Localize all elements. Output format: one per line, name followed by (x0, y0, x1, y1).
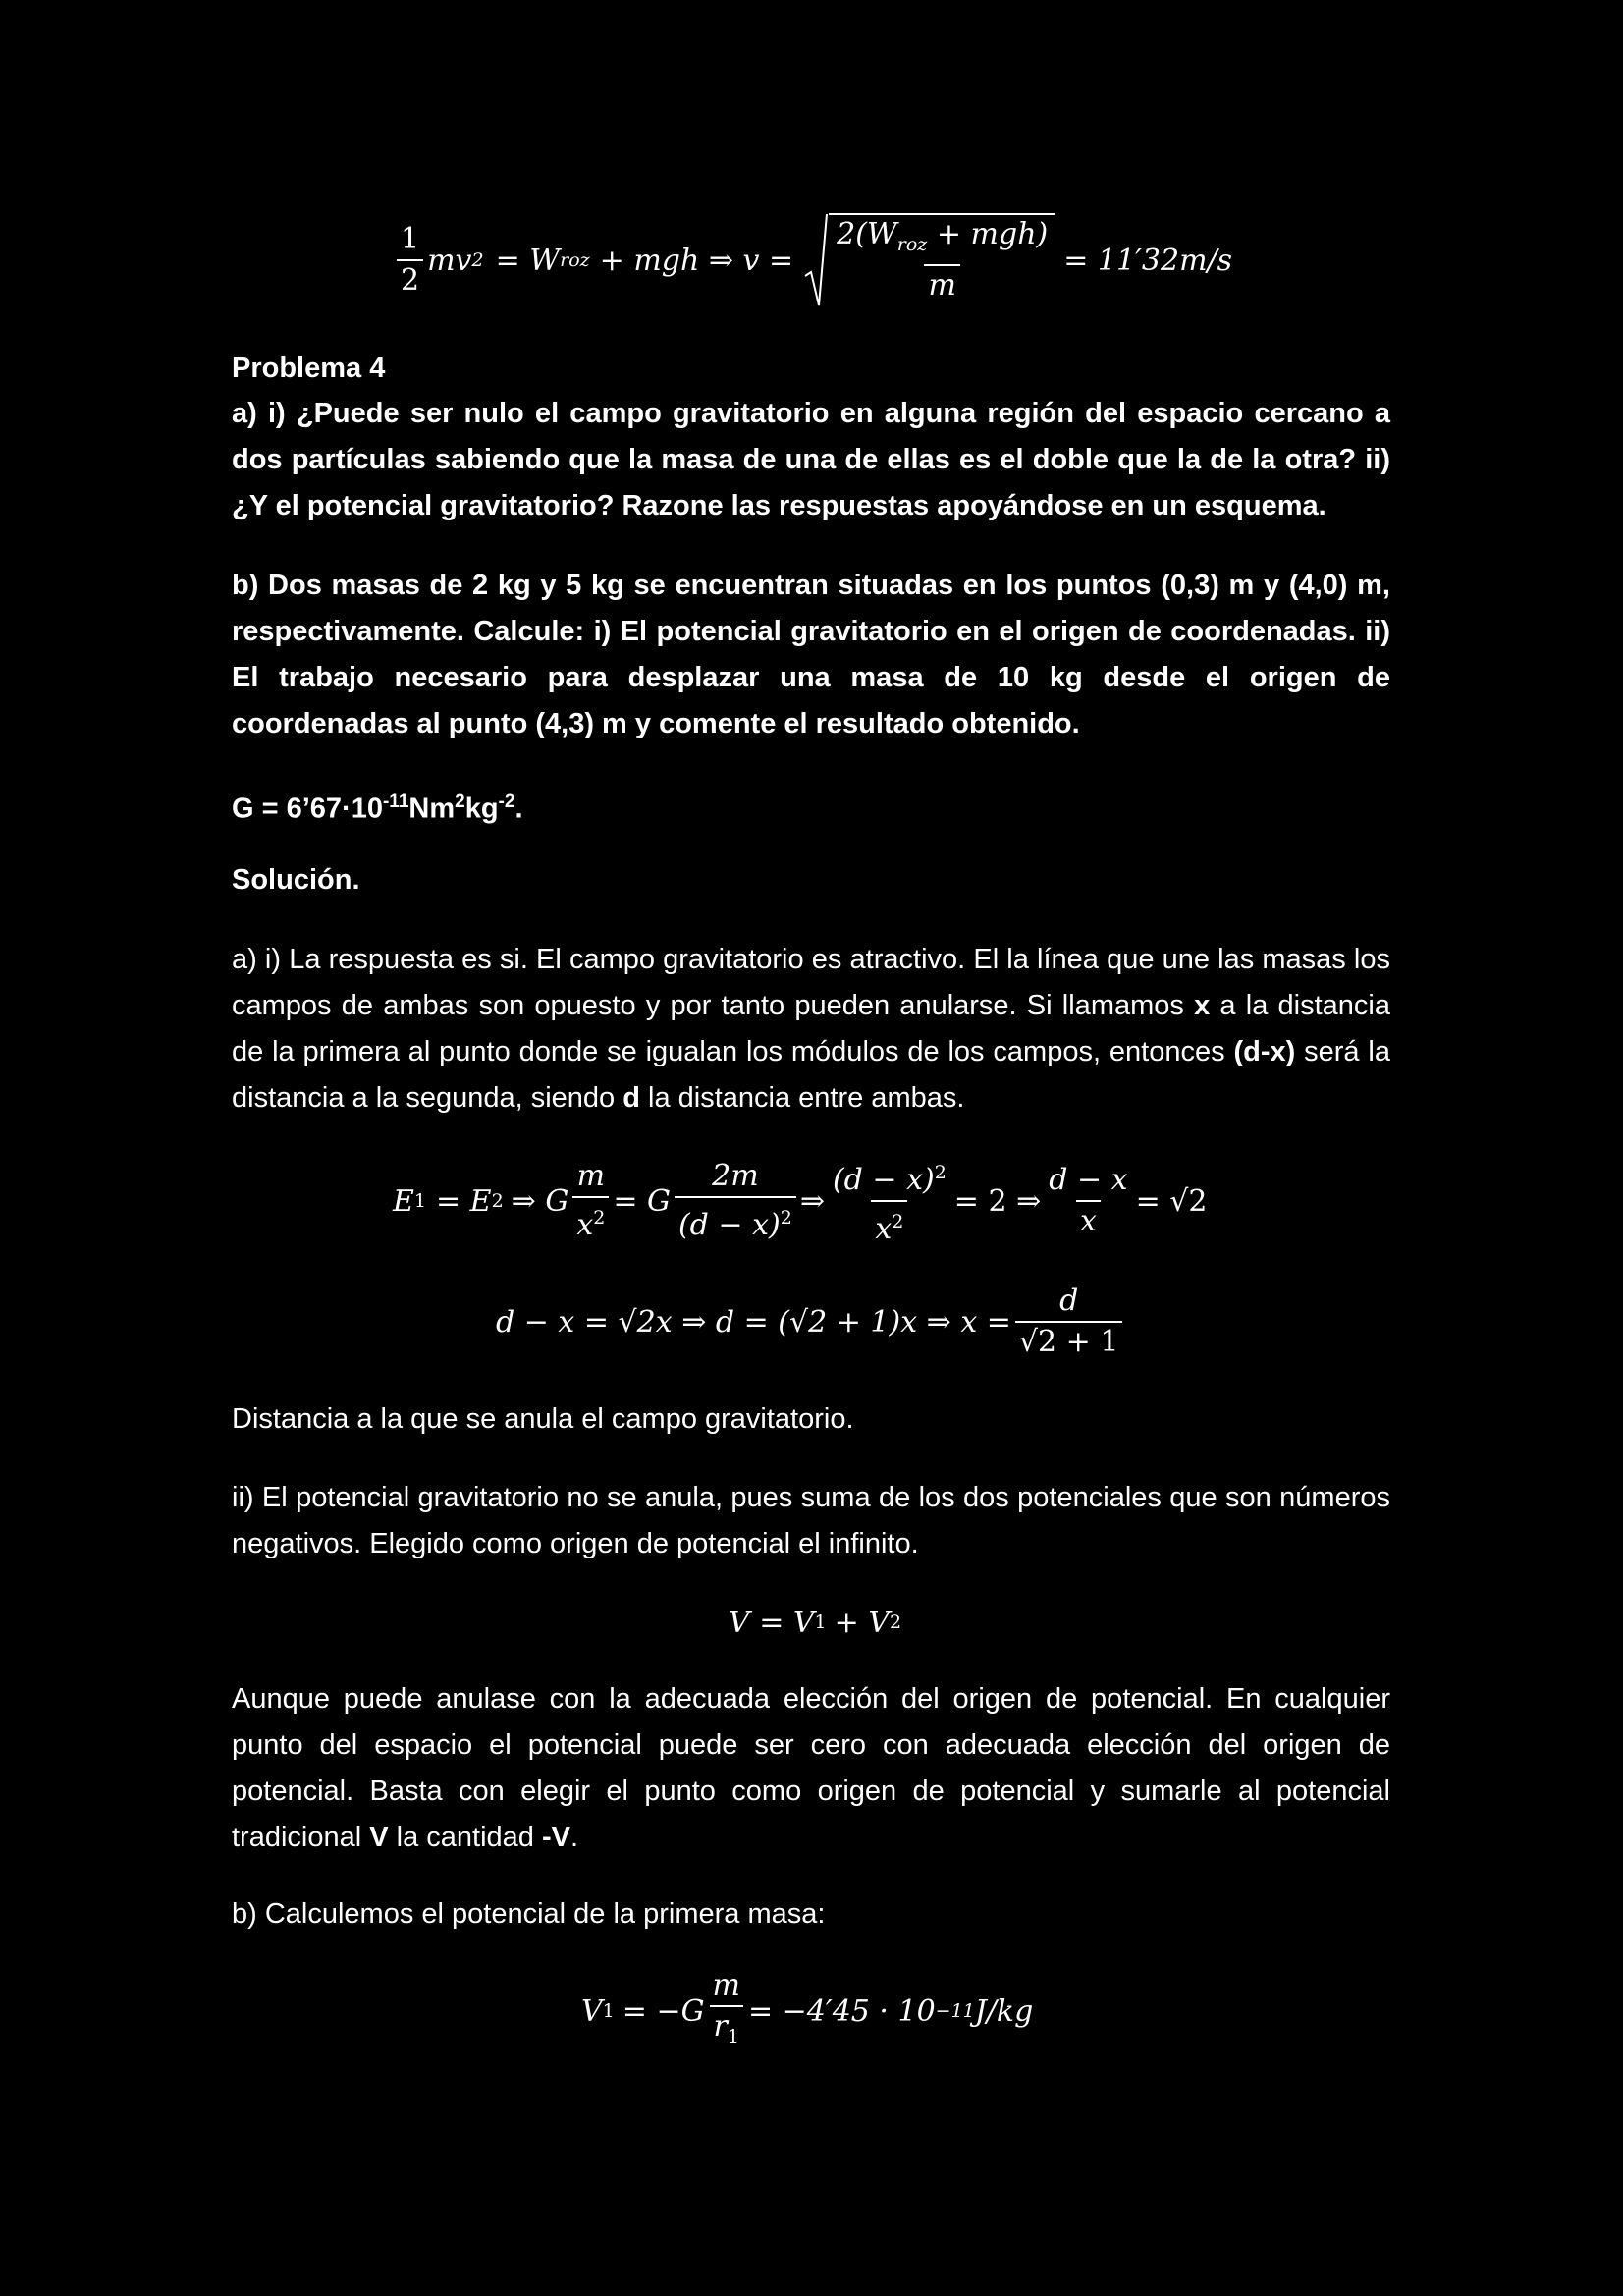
solution-paragraph-4: Aunque puede anulase con la adecuada elección del origen de potencial. En cualquier punto del espacio el potencial puede ser cero con adecuada elección del origen de potencial. Basta con elegir el punto como origen de potencial y sumarle al potencial tradicional V la cantidad -V. (232, 1683, 1390, 1853)
equation-distance: d − x = √2x ⇒ d = (√2 + 1)x ⇒ x = $\frac{d}{√2 + 1}$ (496, 1275, 1126, 1369)
radical-sign-icon (803, 213, 829, 307)
equation-total-potential: V = V 1 + V 2 (729, 1605, 902, 1640)
equation-first-potential: V 1 = −G $\frac{m}{r_1}$ = −4′45 · 10 −11 J/kg (581, 1964, 1033, 2058)
solution-title: Solución. (232, 864, 360, 896)
gravitational-constant: $G = 6’67\cdot 10^{-11}Nm^2kg^{-2}$. (232, 792, 523, 825)
equation-velocity: $\frac{1}{2}$ mv 2 = W roz + mgh ⇒ v = $\frac{2(W_{roz} + mgh)}{m}$ = 11′32m/s (393, 206, 1232, 314)
solution-paragraph-2: Distancia a la que se anula el campo gravitatorio. (232, 1403, 854, 1435)
problem-part-a: a) i) ¿Puede ser nulo el campo gravitatorio en alguna región del espacio cercano a dos partículas sabiendo que la masa de una de ellas es el doble que la de la otra? ii) ¿Y el potencial gravitatorio? Razone las respuestas apoyándose en un esquema. (232, 398, 1390, 521)
fraction-half: $\frac{1}{2}$ (397, 220, 423, 301)
square-root: $\frac{2(W_{roz} + mgh)}{m}$ (803, 213, 1055, 307)
problem-title: Problema 4 (232, 353, 386, 384)
solution-paragraph-1: a) i) La respuesta es si. El campo gravitatorio es atractivo. El la línea que une las masas los campos de ambas son opuesto y por tanto pueden anularse. Si llamamos x a la distancia de la primera al punto donde se igualan los módulos de los campos, entonces (d-x) será la distancia a la segunda, siendo d la distancia entre ambas. (232, 944, 1390, 1114)
equation-fields-equal: E 1 = E 2 ⇒ G $\frac{m}{x^2}$ = G $\frac{2m}{(d - x)^2}$ ⇒ $\frac{(d - x)^2}{x^2}$ = 2 ⇒ $\frac{d - x}{x}$ = √2 (393, 1154, 1207, 1248)
solution-paragraph-5: b) Calculemos el potencial de la primera masa: (232, 1898, 826, 1930)
solution-paragraph-3: ii) El potencial gravitatorio no se anula, pues suma de los dos potenciales que son números negativos. Elegido como origen de potencial el infinito. (232, 1482, 1390, 1559)
problem-part-b: b) Dos masas de 2 kg y 5 kg se encuentran situadas en los puntos (0,3) m y (4,0) m, respectivamente. Calcule: i) El potencial gravitatorio en el origen de coordenadas. ii) El trabajo necesario para desplazar una masa de 10 kg desde el origen de coordenadas al punto (4,3) m y comente el resultado obtenido. (232, 570, 1390, 739)
